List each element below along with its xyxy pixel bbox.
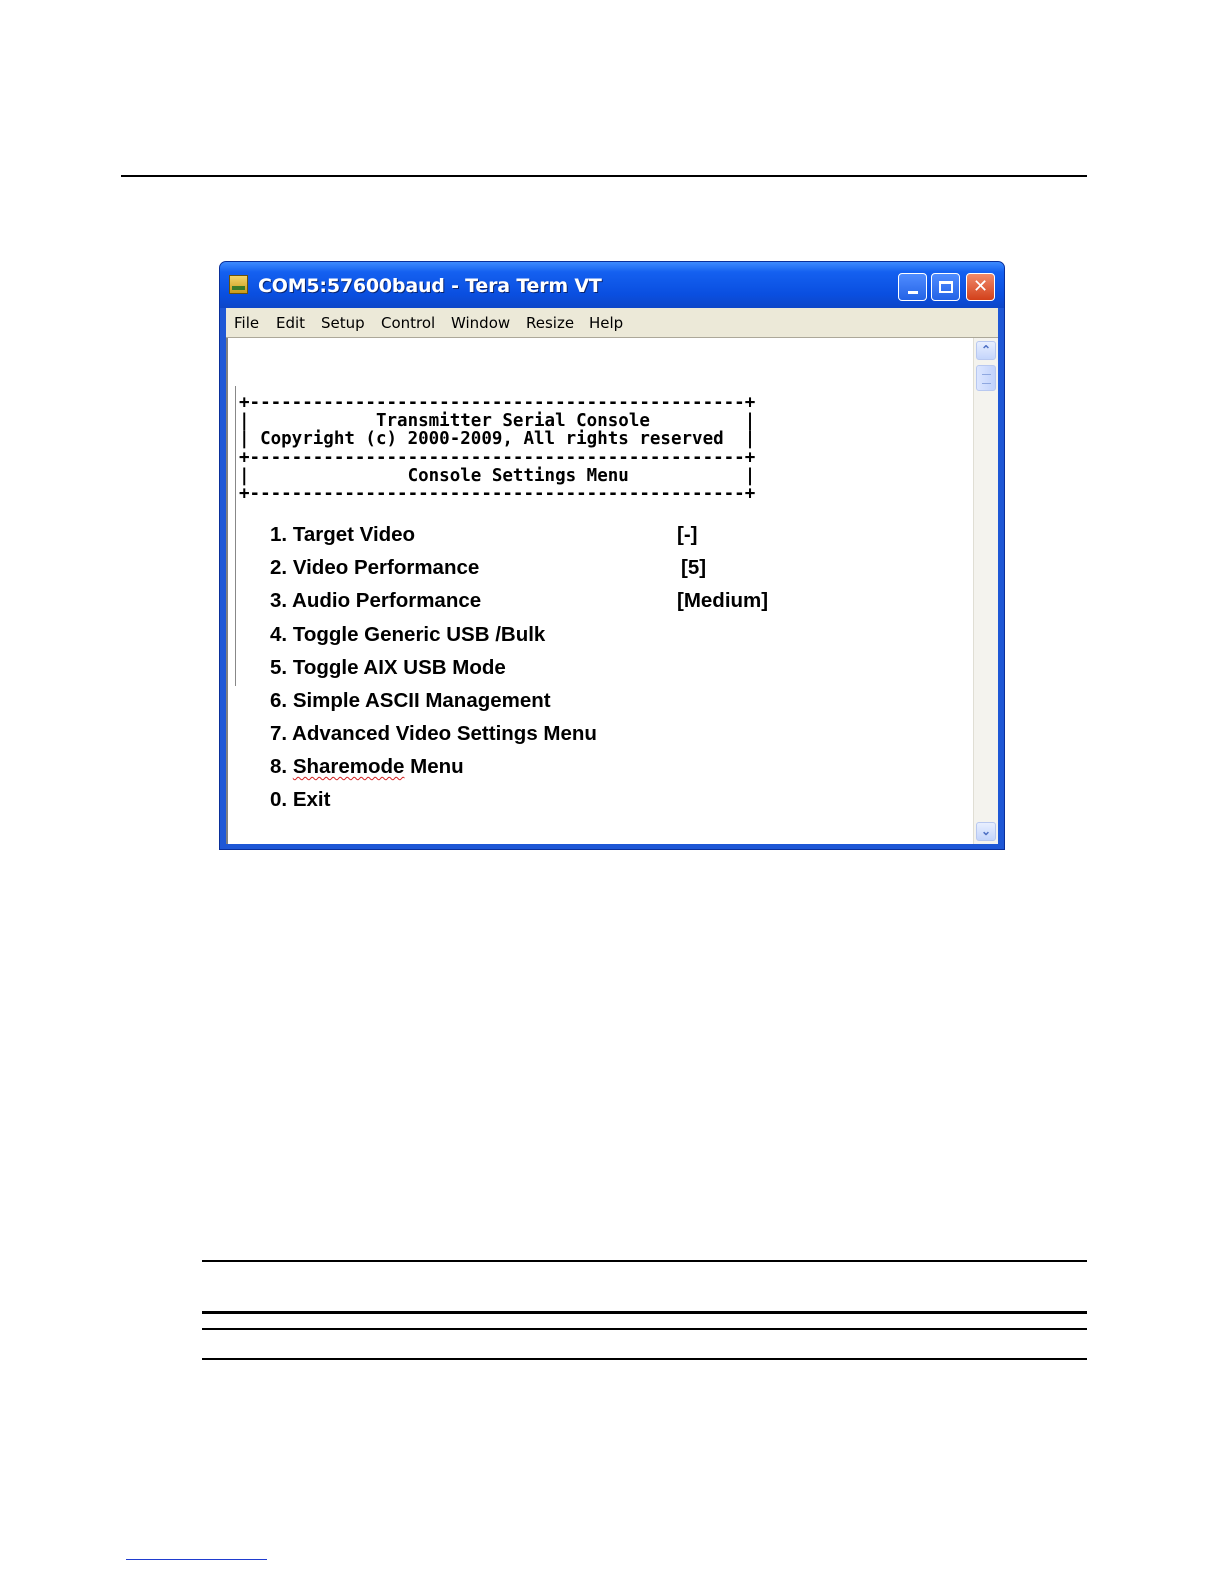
menu-edit[interactable]: Edit xyxy=(276,314,306,332)
menu-option-advanced-video xyxy=(270,722,597,746)
menu-option-audio-performance xyxy=(270,589,481,613)
menu-control[interactable]: Control xyxy=(381,314,436,332)
vertical-scrollbar[interactable] xyxy=(973,338,998,844)
menu-option-sharemode xyxy=(270,755,464,779)
footer-link-underline[interactable] xyxy=(126,1559,267,1560)
option-label: Toggle Generic USB /Bulk xyxy=(292,623,546,646)
chevron-down-icon: ⌄ xyxy=(980,824,992,838)
scroll-up-button[interactable] xyxy=(976,341,996,360)
option-number: 0. xyxy=(270,788,288,811)
scroll-down-button[interactable] xyxy=(976,822,996,841)
footer-rule-2 xyxy=(202,1311,1087,1314)
banner-line: +-----------------------------------------------+ xyxy=(239,484,756,505)
option-value-target-video: [-] xyxy=(677,523,698,546)
option-label: Toggle AIX USB Mode xyxy=(292,656,506,679)
menu-resize[interactable]: Resize xyxy=(526,314,575,332)
banner-line: +-----------------------------------------------+ xyxy=(239,393,756,413)
scroll-thumb[interactable] xyxy=(976,365,996,391)
title-bar[interactable] xyxy=(220,262,1004,308)
close-button[interactable] xyxy=(966,273,995,301)
header-rule xyxy=(121,175,1087,177)
menu-bar xyxy=(226,308,998,338)
menu-option-simple-ascii xyxy=(270,689,551,713)
menu-option-toggle-generic-usb xyxy=(270,623,545,647)
option-label: Exit xyxy=(292,788,331,811)
option-value-video-performance: [5] xyxy=(681,556,707,579)
option-number: 2. xyxy=(270,556,288,579)
option-label-spellcheck: Sharemode xyxy=(292,755,405,778)
option-label: Advanced Video Settings Menu xyxy=(292,722,597,745)
minimize-button[interactable] xyxy=(898,273,927,301)
menu-help[interactable]: Help xyxy=(589,314,624,332)
option-number: 8. xyxy=(270,755,288,778)
console-banner xyxy=(239,394,755,503)
menu-option-video-performance xyxy=(270,556,479,580)
option-label: Audio Performance xyxy=(292,589,482,612)
option-value-audio-performance: [Medium] xyxy=(677,589,769,612)
option-label: Target Video xyxy=(292,523,416,546)
menu-option-exit xyxy=(270,788,330,812)
footer-rule-1 xyxy=(202,1260,1087,1262)
menu-option-target-video xyxy=(270,523,415,547)
option-label: Menu xyxy=(404,755,464,778)
window-title: COM5:57600baud - Tera Term VT xyxy=(258,275,602,297)
option-label: Video Performance xyxy=(292,556,480,579)
banner-line: | Transmitter Serial Console | xyxy=(239,411,756,432)
terminal-area[interactable] xyxy=(226,338,998,844)
minimize-icon xyxy=(908,291,918,294)
close-icon: ✕ xyxy=(972,276,989,297)
option-number: 6. xyxy=(270,689,288,712)
menu-option-toggle-aix-usb xyxy=(270,656,506,680)
option-label: Simple ASCII Management xyxy=(292,689,551,712)
footer-rule-4 xyxy=(202,1358,1087,1360)
maximize-button[interactable] xyxy=(931,273,960,301)
option-number: 7. xyxy=(270,722,288,745)
chevron-up-icon: ⌃ xyxy=(980,343,992,357)
banner-line: +-----------------------------------------------+ xyxy=(239,447,756,468)
tera-term-icon[interactable] xyxy=(229,275,248,294)
maximize-icon xyxy=(939,281,953,293)
footer-rule-3 xyxy=(202,1328,1087,1330)
terminal-margin-line xyxy=(235,386,236,686)
option-number: 4. xyxy=(270,623,288,646)
option-number: 1. xyxy=(270,523,288,546)
banner-line: | Console Settings Menu | xyxy=(239,465,756,486)
option-number: 3. xyxy=(270,589,288,612)
menu-setup[interactable]: Setup xyxy=(321,314,365,332)
option-number: 5. xyxy=(270,656,288,679)
menu-window[interactable]: Window xyxy=(451,314,511,332)
menu-file[interactable]: File xyxy=(234,314,260,332)
banner-line: | Copyright (c) 2000-2009, All rights reserved | xyxy=(239,429,756,450)
tera-term-window xyxy=(219,261,1005,850)
